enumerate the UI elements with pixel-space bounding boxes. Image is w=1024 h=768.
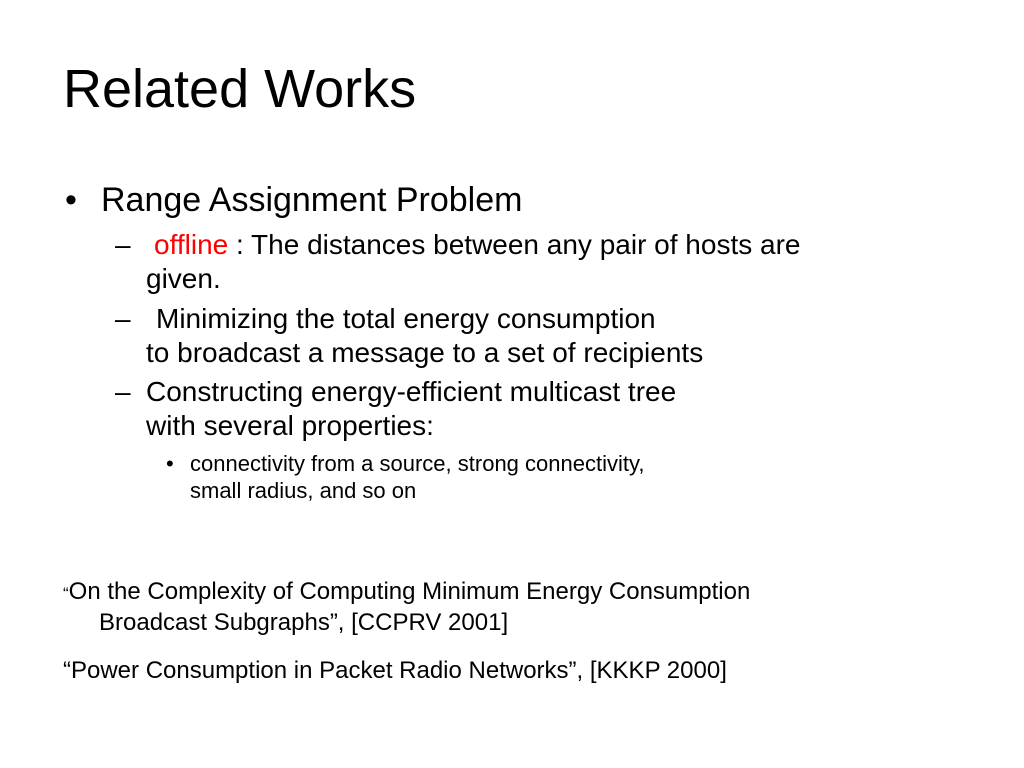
sub-item-constructing xyxy=(115,375,676,443)
reference-text-cont: Broadcast Subgraphs”, [CCPRV 2001] xyxy=(99,609,509,636)
sub-item-text-cont: with several properties: xyxy=(146,410,434,441)
reference-ccprv xyxy=(63,577,750,637)
bullet-dot: • xyxy=(166,451,174,476)
sub-item-text: : The distances between any pair of hosts are xyxy=(228,229,801,260)
sub-item-text: Minimizing the total energy consumption xyxy=(156,303,656,334)
sub-item-text: Constructing energy-efficient multicast tree xyxy=(146,376,677,407)
reference-text: “Power Consumption in Packet Radio Networks”, [KKKP 2000] xyxy=(63,657,727,684)
reference-kkkp xyxy=(63,656,727,685)
reference-text: On the Complexity of Computing Minimum Energy Consumption xyxy=(68,578,751,605)
sub-sub-item-connectivity xyxy=(166,450,644,504)
dash-marker: – xyxy=(115,376,131,407)
bullet-range-assignment xyxy=(65,180,522,221)
sub-sub-item-text: connectivity from a source, strong connectivity, xyxy=(190,451,645,476)
bullet-text: Range Assignment Problem xyxy=(101,181,523,219)
offline-keyword: offline xyxy=(154,229,229,260)
sub-item-text-cont: to broadcast a message to a set of recipients xyxy=(146,337,704,368)
dash-marker: – xyxy=(115,229,131,260)
sub-item-minimizing xyxy=(115,302,703,370)
open-quote: “ xyxy=(63,584,69,603)
bullet-dot: • xyxy=(65,181,77,219)
sub-item-text-cont: given. xyxy=(146,263,221,294)
dash-marker: – xyxy=(115,303,131,334)
slide-title: Related Works xyxy=(63,59,417,119)
sub-item-offline xyxy=(115,228,800,296)
sub-sub-item-text-cont: small radius, and so on xyxy=(190,478,417,503)
